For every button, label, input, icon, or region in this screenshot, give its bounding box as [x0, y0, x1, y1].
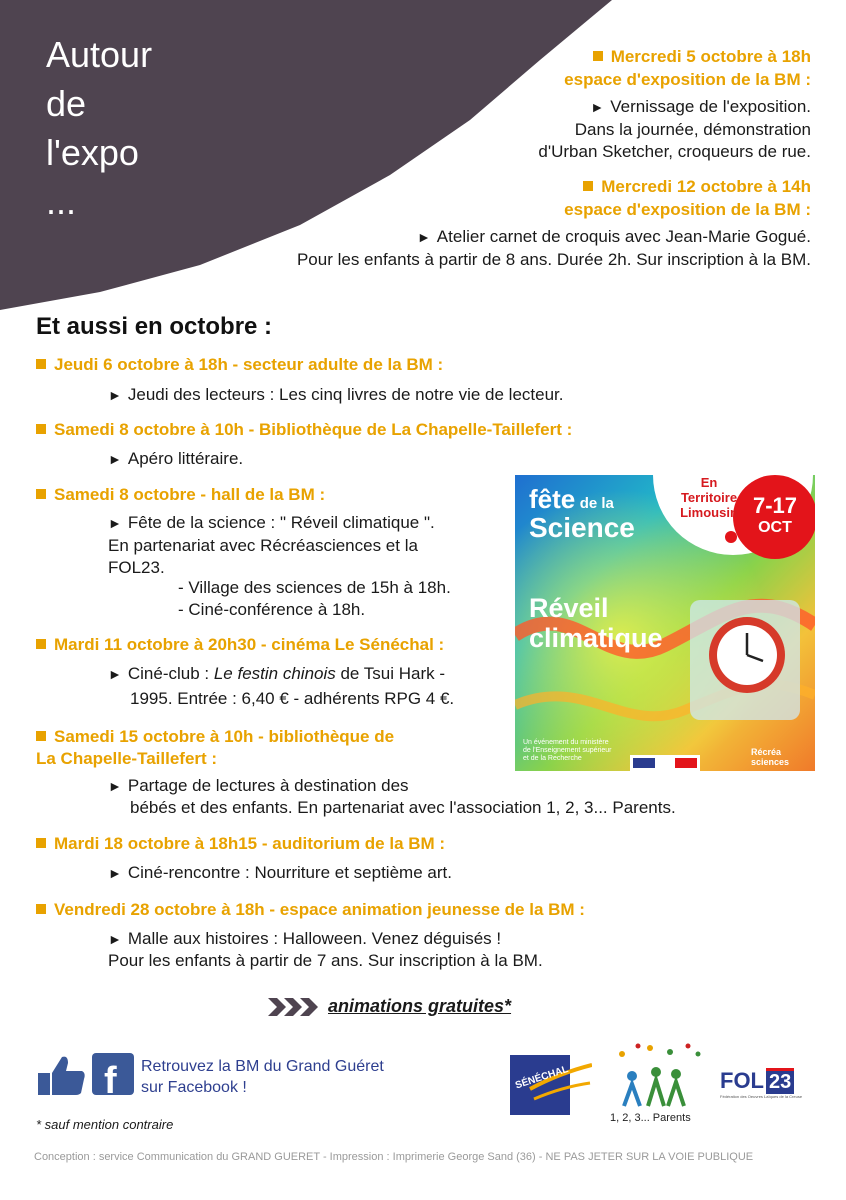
bullet-square-icon — [36, 359, 46, 369]
poster-partner: Récréa sciences — [751, 747, 790, 767]
event-heading: Vendredi 28 octobre à 18h - espace animation jeunesse de la BM : — [36, 899, 585, 922]
event-text: FOL23. — [108, 558, 165, 577]
bullet-square-icon — [36, 424, 46, 434]
event-text: ► Ciné-rencontre : Nourriture et septième art. — [108, 863, 452, 882]
event-text: ► Partage de lectures à destination des — [108, 776, 409, 795]
senechal-logo: SÉNÉCHAL — [510, 1055, 592, 1117]
expo-event-2: Mercredi 12 octobre à 14h espace d'exposition de la BM : ► Atelier carnet de croquis avec Jean-Marie Gogué. Pour les enfants à partir de 8 ans. Durée 2h. Sur inscription à la BM. — [296, 177, 811, 269]
event-subitem: - Village des sciences de 15h à 18h. — [178, 578, 451, 597]
poster-dates: 7-17 OCT — [752, 493, 798, 536]
facebook-icons — [36, 1053, 136, 1102]
event-heading: Jeudi 6 octobre à 18h - secteur adulte de la BM : — [36, 354, 443, 377]
bullet-square-icon — [36, 639, 46, 649]
bullet-square-icon — [36, 904, 46, 914]
event-text: ► Apéro littéraire. — [108, 449, 244, 468]
event-heading: Mardi 18 octobre à 18h15 - auditorium de la BM : — [36, 833, 445, 856]
poster-credit: Un événement du ministère de l'Enseignement supérieur et de la Recherche — [523, 739, 612, 762]
event-heading: Samedi 8 octobre - hall de la BM : — [36, 484, 325, 507]
event-text: ► Ciné-club : Le festin chinois de Tsui Hark - — [108, 664, 446, 683]
arrow-right-icon: ► — [108, 865, 122, 881]
bullet-square-icon — [36, 838, 46, 848]
section-title: Et aussi en octobre : — [36, 313, 273, 340]
event-text: En partenariat avec Récréasciences et la — [108, 536, 418, 555]
event-heading: Samedi 15 octobre à 10h - bibliothèque de — [36, 726, 394, 749]
parents-association-logo: 1, 2, 3... Parents — [610, 1040, 710, 1130]
arrow-right-icon: ► — [108, 931, 122, 947]
bullet-square-icon — [36, 489, 46, 499]
bullet-square-icon — [593, 51, 603, 61]
arrow-right-icon: ► — [416, 229, 431, 245]
event-text: ► Malle aux histoires : Halloween. Venez déguisés ! — [108, 929, 502, 948]
bullet-square-icon — [36, 731, 46, 741]
poster-title: fête de la Science — [529, 484, 635, 543]
poster-theme: Réveil climatique — [529, 593, 663, 653]
expo-event-1: Mercredi 5 octobre à 18h espace d'exposition de la BM : ► Vernissage de l'exposition. Dans la journée, démonstration d'Urban Sketcher, croqueurs de rue. — [538, 47, 811, 161]
poster-region: En Territoire Limousin — [680, 475, 738, 520]
arrow-right-icon: ► — [108, 451, 122, 467]
free-notice: animations gratuites* — [268, 996, 511, 1017]
arrow-right-icon: ► — [590, 99, 605, 115]
facebook-icon — [92, 1053, 134, 1097]
footer-credits: Conception : service Communication du GRAND GUERET - Impression : Imprimerie George Sand (36) - NE PAS JETER SUR LA VOIE PUBLIQUE — [34, 1151, 754, 1163]
event-text: 1995. Entrée : 6,40 € - adhérents RPG 4 €. — [130, 689, 455, 708]
facebook-link[interactable]: Retrouvez la BM du Grand Guéret sur Facebook ! — [141, 1058, 384, 1096]
thumbs-up-icon — [38, 1057, 85, 1095]
page-title: Autour de l'expo ... — [46, 34, 153, 222]
fete-science-poster — [515, 475, 815, 771]
footnote: * sauf mention contraire — [36, 1117, 174, 1132]
arrow-right-icon: ► — [108, 778, 122, 794]
event-heading: Mardi 11 octobre à 20h30 - cinéma Le Sénéchal : — [36, 634, 444, 657]
event-text: bébés et des enfants. En partenariat avec l'association 1, 2, 3... Parents. — [130, 798, 676, 817]
event-heading: Samedi 8 octobre à 10h - Bibliothèque de La Chapelle-Taillefert : — [36, 419, 572, 442]
chevrons-icon — [268, 998, 320, 1016]
event-heading: La Chapelle-Taillefert : — [36, 749, 218, 768]
event-text: ► Fête de la science : " Réveil climatique ". — [108, 513, 435, 532]
bullet-square-icon — [583, 181, 593, 191]
fol23-logo: FOL 23 Fédération des Oeuvres Laïques de la Creuse — [720, 1068, 803, 1099]
svg-text:f: f — [104, 1060, 117, 1097]
arrow-right-icon: ► — [108, 515, 122, 531]
arrow-right-icon: ► — [108, 666, 122, 682]
event-text: ► Jeudi des lecteurs : Les cinq livres de notre vie de lecteur. — [108, 385, 564, 404]
event-subitem: - Ciné-conférence à 18h. — [178, 600, 366, 619]
event-text: Pour les enfants à partir de 7 ans. Sur inscription à la BM. — [108, 951, 543, 970]
arrow-right-icon: ► — [108, 387, 122, 403]
